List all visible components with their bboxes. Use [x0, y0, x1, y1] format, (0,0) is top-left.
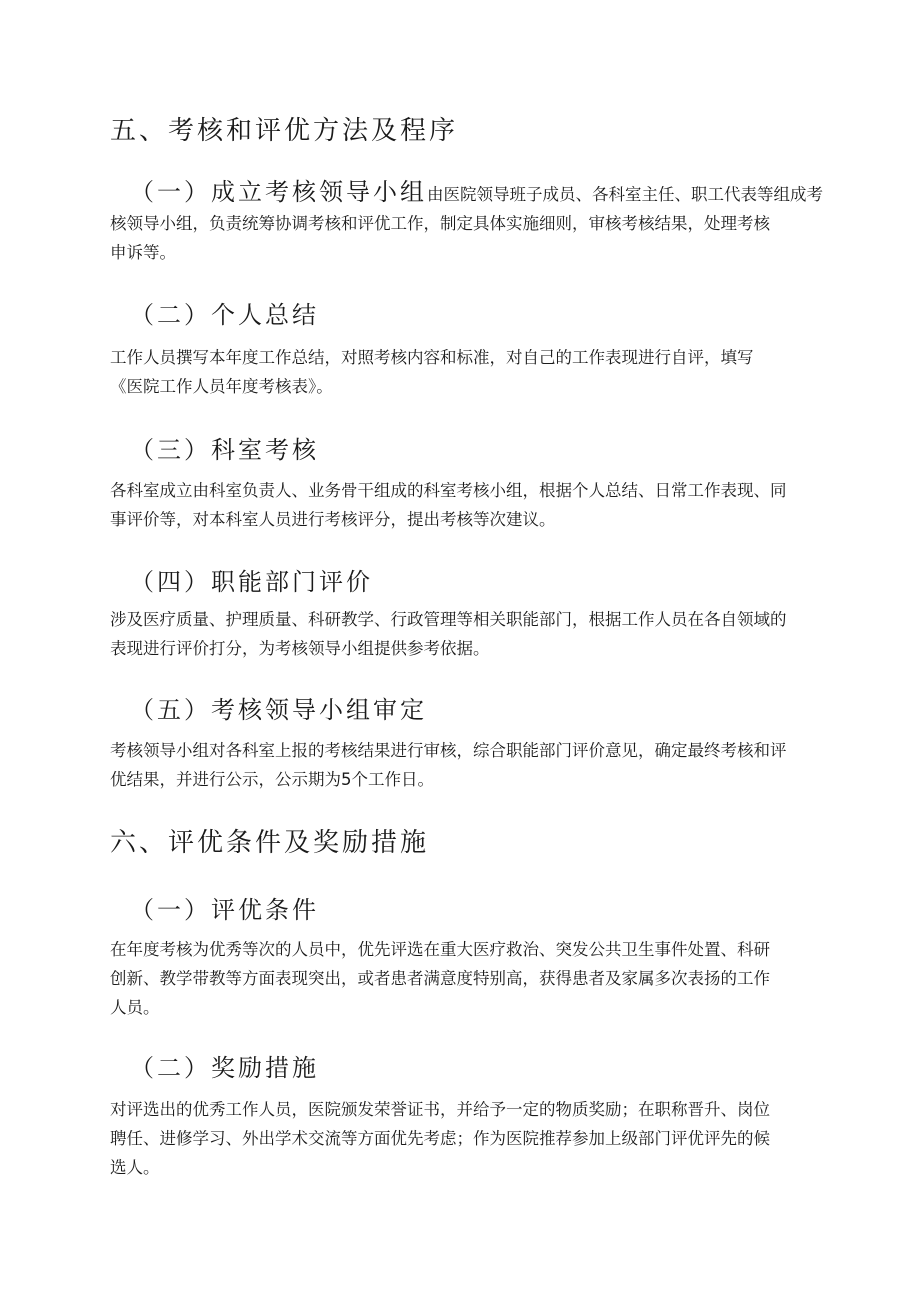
section5-item1-line1: 由医院领导班子成员、各科室主任、职工代表等组成考 [427, 185, 823, 204]
section5-item4-line1: 涉及医疗质量、护理质量、科研教学、行政管理等相关职能部门，根据工作人员在各自领域的 [110, 610, 787, 629]
section5-item1-line2: 核领导小组，负责统筹协调考核和评优工作，制定具体实施细则，审核考核结果，处理考核 [110, 214, 770, 233]
section5-item1 [110, 178, 823, 267]
section5-item5-body [110, 736, 810, 794]
section5-item2-line2: 《医院工作人员年度考核表》。 [110, 377, 333, 396]
section5-item3-line1: 各科室成立由科室负责人、业务骨干组成的科室考核小组，根据个人总结、日常工作表现、同 [110, 481, 787, 500]
section6-item1-heading: （一）评优条件 [130, 896, 319, 924]
section6-item1-line1: 在年度考核为优秀等次的人员中，优先评选在重大医疗救治、突发公共卫生事件处置、科研 [110, 940, 770, 959]
section6-title: 六、评优条件及奖励措施 [110, 828, 430, 858]
section5-item2-heading: （二）个人总结 [130, 301, 319, 329]
section5-item2-line1: 工作人员撰写本年度工作总结，对照考核内容和标准，对自己的工作表现进行自评，填写 [110, 348, 754, 367]
section5-item1-line3: 申诉等。 [110, 243, 176, 262]
section5-item4-heading: （四）职能部门评价 [130, 568, 373, 596]
section5-title: 五、考核和评优方法及程序 [110, 116, 459, 146]
section5-item5-heading: （五）考核领导小组审定 [130, 696, 427, 724]
section5-item4-body [110, 605, 810, 663]
section5-item3-heading: （三）科室考核 [130, 436, 319, 464]
section6-item2-body [110, 1095, 810, 1182]
section5-item5-line1: 考核领导小组对各科室上报的考核结果进行审核，综合职能部门评价意见，确定最终考核和评 [110, 741, 787, 760]
section5-item2-body [110, 343, 810, 401]
section5-item5-line2: 优结果，并进行公示，公示期为5个工作日。 [110, 770, 434, 789]
section6-item2-line2: 聘任、进修学习、外出学术交流等方面优先考虑；作为医院推荐参加上级部门评优评先的候 [110, 1129, 770, 1148]
section6-item2-line3: 选人。 [110, 1158, 160, 1177]
section6-item1-body [110, 935, 810, 1022]
section5-item3-body [110, 476, 810, 534]
section5-item1-heading: （一）成立考核领导小组 [130, 178, 427, 206]
section6-item1-line2: 创新、教学带教等方面表现突出，或者患者满意度特别高，获得患者及家属多次表扬的工作 [110, 969, 770, 988]
section6-item2-heading: （二）奖励措施 [130, 1054, 319, 1082]
section5-item3-line2: 事评价等，对本科室人员进行考核评分，提出考核等次建议。 [110, 510, 556, 529]
section5-item4-line2: 表现进行评价打分，为考核领导小组提供参考依据。 [110, 639, 490, 658]
section6-item2-line1: 对评选出的优秀工作人员，医院颁发荣誉证书，并给予一定的物质奖励；在职称晋升、岗位 [110, 1100, 770, 1119]
section6-item1-line3: 人员。 [110, 998, 160, 1017]
